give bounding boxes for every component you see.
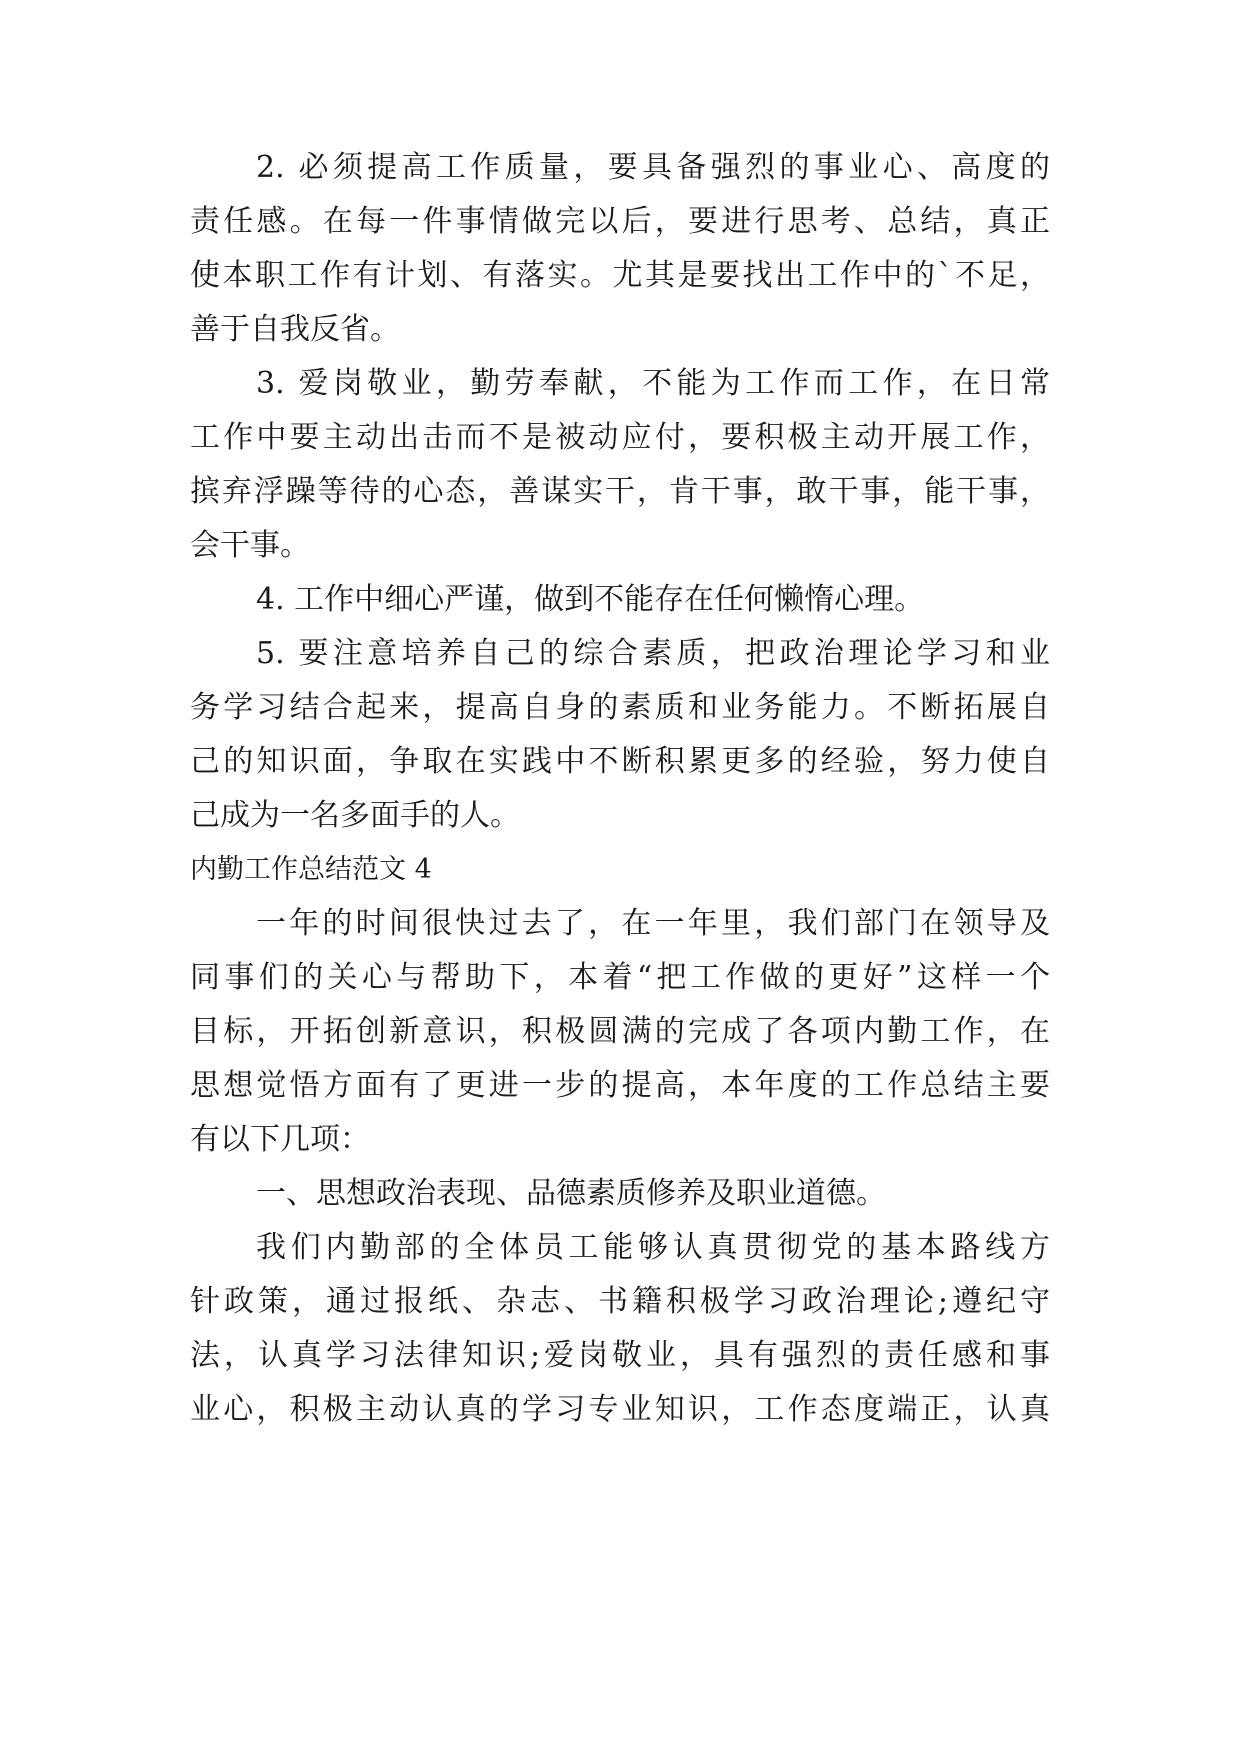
paragraph-line: 有以下几项： (190, 1122, 370, 1157)
paragraph-line: 一年的时间很快过去了，在一年里，我们部门在领导及 (256, 906, 1050, 941)
paragraph-line: 使本职工作有计划、有落实。尤其是要找出工作中的`不足， (190, 258, 1050, 293)
paragraph-line: 工作中要主动出击而不是被动应付，要积极主动开展工作， (190, 420, 1050, 455)
paragraph-line: 思想觉悟方面有了更进一步的提高，本年度的工作总结主要 (190, 1068, 1050, 1103)
paragraph-line: 业心，积极主动认真的学习专业知识，工作态度端正，认真 (190, 1392, 1050, 1427)
paragraph-line: 摈弃浮躁等待的心态，善谋实干，肯干事，敢干事，能干事， (190, 474, 1050, 509)
paragraph-line: 己的知识面，争取在实践中不断积累更多的经验，努力使自 (190, 744, 1050, 779)
paragraph-line: 5. 要注意培养自己的综合素质，把政治理论学习和业 (256, 636, 1050, 671)
paragraph-line: 一、思想政治表现、品德素质修养及职业道德。 (256, 1176, 886, 1211)
paragraph-line: 3. 爱岗敬业，勤劳奉献，不能为工作而工作，在日常 (256, 366, 1050, 401)
paragraph-line: 善于自我反省。 (190, 312, 400, 347)
paragraph-line: 2. 必须提高工作质量，要具备强烈的事业心、高度的 (256, 150, 1050, 185)
section-heading: 内勤工作总结范文 4 (190, 854, 432, 885)
paragraph-line: 同事们的关心与帮助下，本着“把工作做的更好”这样一个 (190, 960, 1050, 995)
paragraph-line: 己成为一名多面手的人。 (190, 798, 520, 833)
paragraph-line: 务学习结合起来，提高自身的素质和业务能力。不断拓展自 (190, 690, 1050, 725)
paragraph-line: 责任感。在每一件事情做完以后，要进行思考、总结，真正 (190, 204, 1050, 239)
paragraph-line: 针政策，通过报纸、杂志、书籍积极学习政治理论;遵纪守 (190, 1284, 1050, 1319)
paragraph-line: 我们内勤部的全体员工能够认真贯彻党的基本路线方 (256, 1230, 1050, 1265)
paragraph-line: 4. 工作中细心严谨，做到不能存在任何懒惰心理。 (256, 582, 925, 617)
paragraph-line: 法，认真学习法律知识;爱岗敬业，具有强烈的责任感和事 (190, 1338, 1050, 1373)
paragraph-line: 目标，开拓创新意识，积极圆满的完成了各项内勤工作，在 (190, 1014, 1050, 1049)
paragraph-line: 会干事。 (190, 528, 310, 563)
